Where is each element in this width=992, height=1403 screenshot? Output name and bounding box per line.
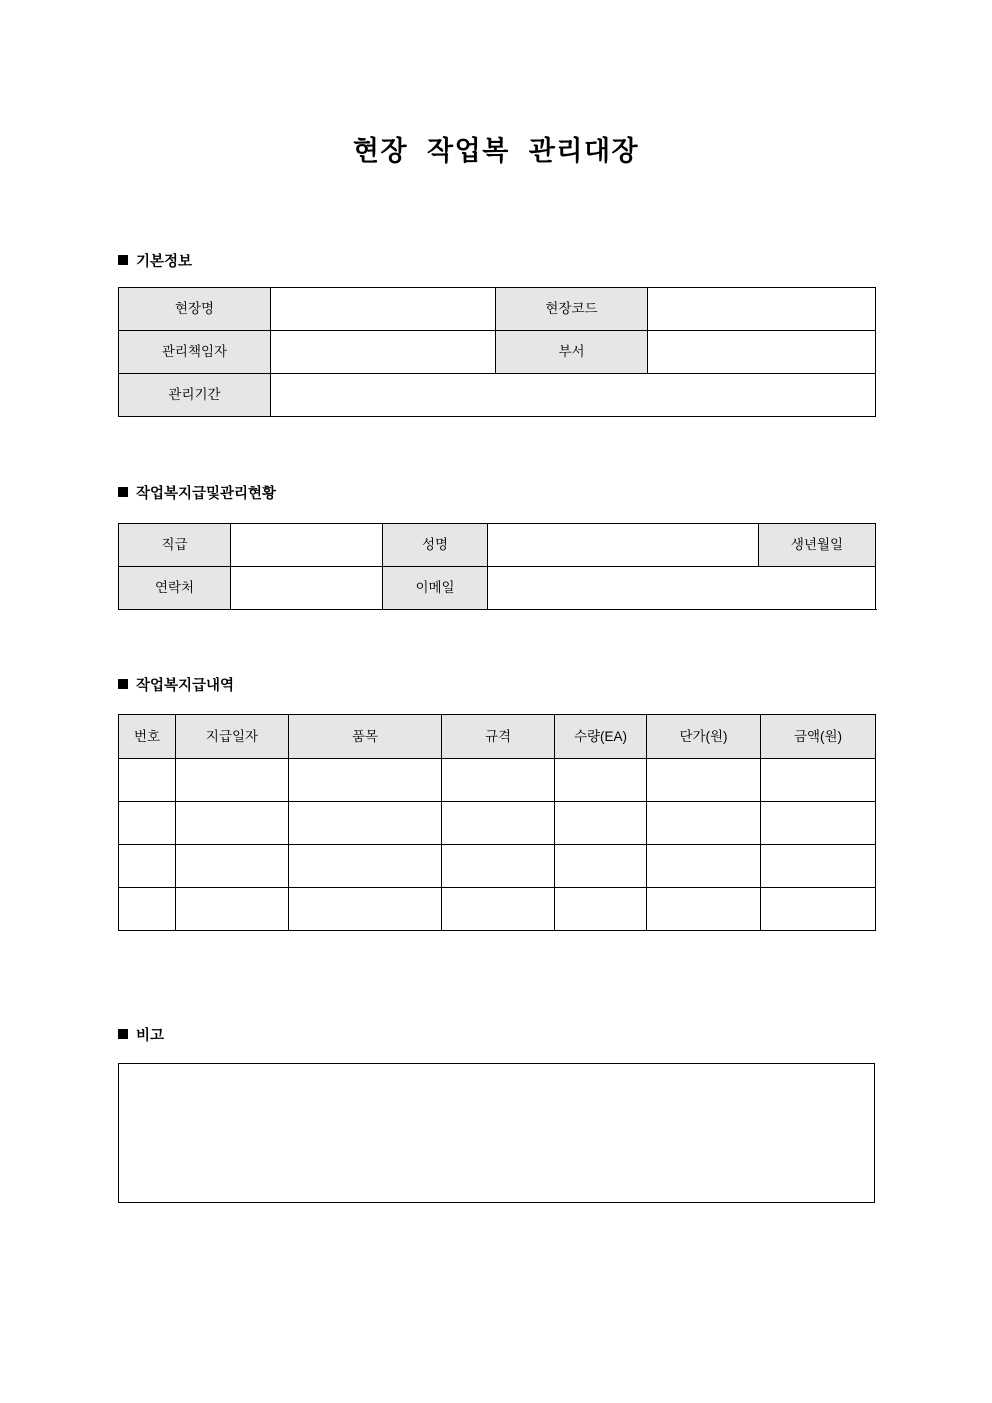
table-header-row — [119, 715, 876, 759]
field-label-birthdate: 생년월일 — [759, 524, 876, 567]
cell-issue-date[interactable] — [176, 845, 289, 888]
field-value-site-code[interactable] — [648, 288, 876, 331]
column-header-item: 품목 — [289, 715, 442, 759]
field-value-department[interactable] — [648, 331, 876, 374]
cell-amount[interactable] — [761, 802, 876, 845]
issue-details-table — [118, 714, 876, 931]
column-header-unit-price: 단가(원) — [647, 715, 761, 759]
field-label-email: 이메일 — [383, 567, 488, 610]
table-row — [119, 845, 876, 888]
cell-item[interactable] — [289, 888, 442, 931]
column-header-number: 번호 — [119, 715, 176, 759]
column-header-issue-date: 지급일자 — [176, 715, 289, 759]
cell-issue-date[interactable] — [176, 802, 289, 845]
cell-issue-date[interactable] — [176, 888, 289, 931]
cell-quantity[interactable] — [555, 759, 647, 802]
remarks-text[interactable] — [119, 1064, 874, 1080]
field-value-management-period[interactable] — [271, 374, 876, 417]
column-header-quantity: 수량(EA) — [555, 715, 647, 759]
cell-quantity[interactable] — [555, 845, 647, 888]
field-label-contact: 연락처 — [119, 567, 231, 610]
square-bullet-icon — [118, 679, 128, 689]
field-value-name[interactable] — [488, 524, 759, 567]
cell-quantity[interactable] — [555, 802, 647, 845]
cell-spec[interactable] — [442, 888, 555, 931]
table-row — [119, 288, 876, 331]
cell-number[interactable] — [119, 888, 176, 931]
cell-item[interactable] — [289, 759, 442, 802]
cell-amount[interactable] — [761, 888, 876, 931]
field-label-site-name: 현장명 — [119, 288, 271, 331]
square-bullet-icon — [118, 255, 128, 265]
cell-amount[interactable] — [761, 759, 876, 802]
cell-unit-price[interactable] — [647, 845, 761, 888]
table-row — [119, 888, 876, 931]
section-heading-workwear-status — [118, 484, 276, 504]
cell-item[interactable] — [289, 845, 442, 888]
field-value-contact[interactable] — [231, 567, 383, 610]
field-label-management-period: 관리기간 — [119, 374, 271, 417]
cell-item[interactable] — [289, 802, 442, 845]
field-value-email[interactable] — [488, 567, 876, 610]
table-row — [119, 759, 876, 802]
field-label-position: 직급 — [119, 524, 231, 567]
section-heading-remarks — [118, 1026, 164, 1046]
cell-spec[interactable] — [442, 802, 555, 845]
table-row — [119, 802, 876, 845]
column-header-spec: 규격 — [442, 715, 555, 759]
field-label-department: 부서 — [496, 331, 648, 374]
table-row — [119, 374, 876, 417]
field-label-manager: 관리책임자 — [119, 331, 271, 374]
field-value-position[interactable] — [231, 524, 383, 567]
page-title: 현장 작업복 관리대장 — [352, 136, 640, 166]
column-header-amount: 금액(원) — [761, 715, 876, 759]
field-label-site-code: 현장코드 — [496, 288, 648, 331]
table-row — [119, 567, 876, 610]
cell-spec[interactable] — [442, 759, 555, 802]
cell-issue-date[interactable] — [176, 759, 289, 802]
table-row — [119, 331, 876, 374]
cell-number[interactable] — [119, 845, 176, 888]
cell-number[interactable] — [119, 759, 176, 802]
field-value-manager[interactable] — [271, 331, 496, 374]
square-bullet-icon — [118, 1029, 128, 1039]
cell-unit-price[interactable] — [647, 759, 761, 802]
cell-spec[interactable] — [442, 845, 555, 888]
section-heading-basic-info — [118, 252, 192, 272]
remarks-box[interactable] — [118, 1063, 875, 1203]
table-row — [119, 524, 876, 567]
field-value-site-name[interactable] — [271, 288, 496, 331]
cell-amount[interactable] — [761, 845, 876, 888]
section-heading-issue-details — [118, 676, 234, 696]
section-heading-remarks-label: 비고 — [136, 1028, 165, 1044]
section-heading-issue-details-label: 작업복지급내역 — [136, 678, 235, 694]
cell-unit-price[interactable] — [647, 888, 761, 931]
cell-number[interactable] — [119, 802, 176, 845]
workwear-status-table — [118, 523, 876, 610]
basic-info-table — [118, 287, 876, 417]
cell-quantity[interactable] — [555, 888, 647, 931]
section-heading-workwear-status-label: 작업복지급및관리현황 — [136, 486, 277, 502]
square-bullet-icon — [118, 487, 128, 497]
cell-unit-price[interactable] — [647, 802, 761, 845]
section-heading-basic-info-label: 기본정보 — [136, 254, 193, 270]
field-label-name: 성명 — [383, 524, 488, 567]
